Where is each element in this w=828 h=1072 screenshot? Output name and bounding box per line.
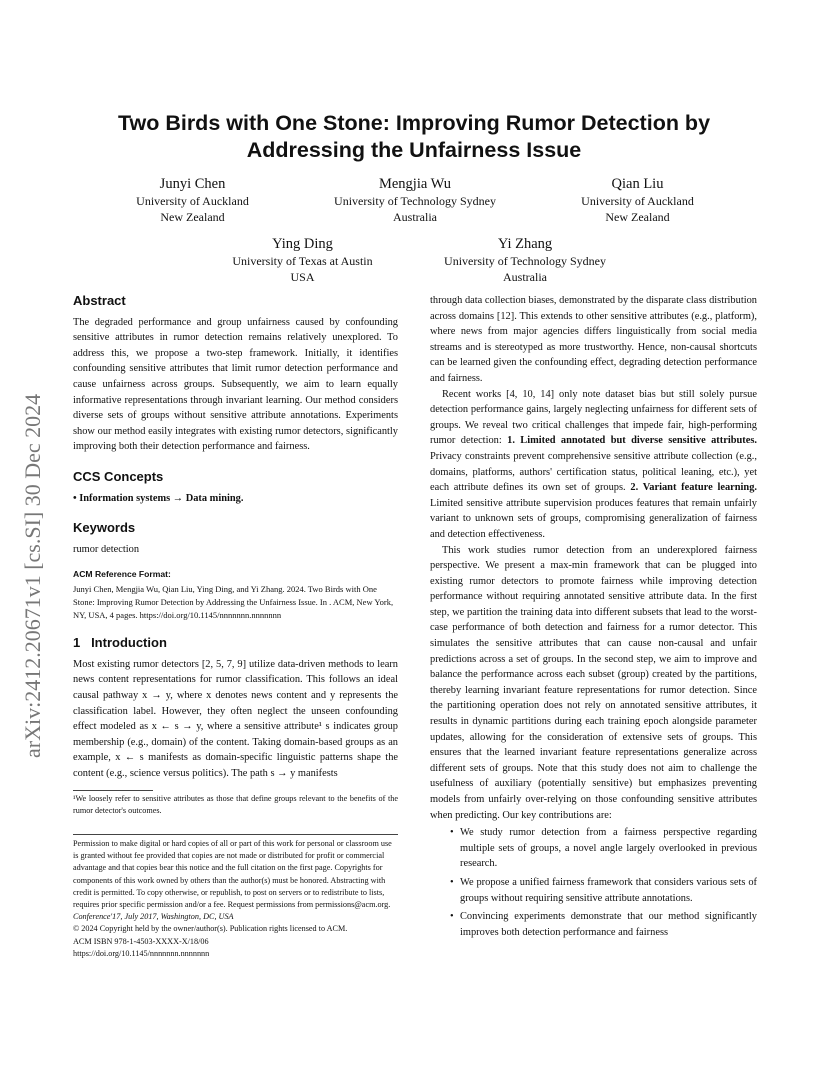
- ccs-text: • Information systems → Data mining.: [73, 492, 244, 504]
- author-2: [310, 175, 520, 225]
- p2-bold-challenge-1: 1. Limited annotated but diverse sensitive attributes.: [507, 435, 757, 447]
- ccs-heading: CCS Concepts: [73, 468, 164, 484]
- author-4: [210, 235, 395, 285]
- copyright-line: © 2024 Copyright held by the owner/author(s). Publication rights licensed to ACM.: [73, 924, 348, 934]
- conference-line: Conference'17, July 2017, Washington, DC, USA: [73, 912, 234, 922]
- author-1: [110, 175, 275, 225]
- permission-text: Permission to make digital or hard copies of all or part of this work for personal or classroom use is granted without fee provided that copies are not made or distributed for profit or commercial advantage and that copies bear this notice and the full citation on the first page. Copyrights for components of this work owned by others than the author(s) must be honored. Abstracting with credit is permitted. To copy otherwise, or republish, to post on servers or to redistribute to lists, requires prior specific permission and/or a fee. Request permissions from permissions@acm.org.: [73, 839, 392, 910]
- list-item: • We study rumor detection from a fairness perspective regarding multiple sets of groups, a novel angle largely overlooked in previous research.: [430, 825, 757, 872]
- list-item: • We propose a unified fairness framework that considers various sets of groups without requiring sensitive attribute annotations.: [430, 875, 757, 906]
- keywords-heading: Keywords: [73, 520, 136, 536]
- author-5: [420, 235, 630, 285]
- introduction-heading: 1 Introduction: [73, 635, 167, 651]
- author-affiliation: University of Auckland: [581, 194, 694, 208]
- p2-text-c: Privacy constraints prevent comprehensive sensitive attribute collection (e.g., domains, platforms, authors' certification status, political leaning, etc.), yet each attribute defines its own set of groups.: [430, 450, 757, 494]
- paper-title: Two Birds with One Stone: Improving Rumor Detection by Addressing the Unfairness Issue: [117, 111, 711, 162]
- right-column: [430, 293, 757, 943]
- author-country: Australia: [393, 210, 437, 224]
- author-name: Ying Ding: [272, 236, 333, 252]
- isbn-line: ACM ISBN 978-1-4503-XXXX-X/18/06: [73, 936, 209, 946]
- author-name: Junyi Chen: [159, 176, 226, 192]
- author-3: [555, 175, 720, 225]
- author-name: Yi Zhang: [497, 236, 553, 252]
- right-paragraph-2: [430, 387, 757, 543]
- p2-bold-challenge-2: 2. Variant feature learning.: [630, 482, 757, 494]
- left-column: [73, 293, 398, 817]
- author-affiliation: University of Auckland: [136, 194, 249, 208]
- arxiv-stamp: arXiv:2412.20671v1 [cs.SI] 30 Dec 2024: [20, 393, 45, 758]
- author-country: USA: [290, 270, 315, 284]
- right-paragraph-1: through data collection biases, demonstrated by the disparate class distribution across domains [12]. This extends to other sensitive attributes (e.g., platform), where news from major agencies differs linguistically from social media streams and is stereotyped as more trustworthy. Hence, non-causal shortcuts can be learned given the confounding effect, degrading detection performance and fairness.: [430, 295, 757, 384]
- introduction-text: Most existing rumor detectors [2, 5, 7, 9] utilize data-driven methods to learn news content representations for rumor classification. This follows an ideal causal pathway x → y, where x denotes news content and y represents the classification label. However, they often neglect the unseen confounding effect modeled as x ← s → y, where a sensitive attribute¹ s indicates group membership (e.g., domain) of the content. Taking domain-based groups as an example, x ← s manifests as domain-specific linguistic patterns shape the content (e.g., science versus politics). The path s → y manifests: [73, 658, 398, 780]
- abstract-heading: Abstract: [73, 293, 126, 308]
- keywords-text: rumor detection: [73, 543, 140, 555]
- permission-block: [73, 834, 398, 960]
- acm-reference-text: Junyi Chen, Mengjia Wu, Qian Liu, Ying Ding, and Yi Zhang. 2024. Two Birds with One Stone: Improving Rumor Detection by Addressing the Unfairness Issue. In . ACM, New York, NY, USA, 4 pages. https://doi.org/10.1145/nnnnnnn.nnnnnnn: [73, 583, 394, 620]
- doi-line: https://doi.org/10.1145/nnnnnnn.nnnnnnn: [73, 948, 210, 958]
- list-item: • Convincing experiments demonstrate that our method significantly improves both detection performance and fairness: [430, 909, 757, 940]
- author-affiliation: University of Technology Sydney: [334, 194, 496, 208]
- p2-text-e: Limited sensitive attribute supervision produces features that remain unfairly variant to unknown sets of groups, compromising generalization of fairness and detection effectiveness.: [430, 497, 757, 540]
- author-country: Australia: [503, 270, 547, 284]
- author-affiliation: University of Technology Sydney: [444, 254, 606, 268]
- abstract-text: The degraded performance and group unfairness caused by confounding sensitive attributes in rumor detection remains relatively unexplored. To address this, we propose a two-step framework. Initially, it identifies confounding sensitive attributes that limit rumor detection performance and cause unfairness across groups. Subsequently, we aim to learn equally informative representations through invariant learning. Our method considers diverse sets of groups without sensitive attribute annotations. Experiments show our method easily integrates with existing rumor detectors, significantly improving both their detection performance and fairness.: [73, 316, 398, 453]
- acm-reference-heading: ACM Reference Format:: [73, 569, 171, 580]
- author-affiliation: University of Texas at Austin: [232, 254, 373, 268]
- author-country: New Zealand: [605, 210, 670, 224]
- contributions-list: [430, 825, 757, 940]
- footnote-text: ¹We loosely refer to sensitive attributes as those that define groups relevant to the benefits of the rumor detector's outcomes.: [73, 793, 398, 815]
- author-name: Qian Liu: [611, 176, 664, 192]
- p2-text-a: Recent works [4, 10, 14] only note dataset bias but still solely pursue detection performance gains, largely neglecting unfairness for different sets of groups. We reveal two critical challenges that impede fair, high-performing rumor detection:: [430, 388, 757, 447]
- author-country: New Zealand: [160, 210, 225, 224]
- author-name: Mengjia Wu: [378, 176, 452, 192]
- right-paragraph-3: This work studies rumor detection from an underexplored fairness perspective. We present a max-min framework that can be plugged into existing rumor detectors to promote fairness while improving detection performance without requiring annotated sensitive attribute data. In the first step, we partition the training data into different subsets that lead to the worst-case performance of both detection and fairness for a rumor detector. This simulates the sensitive attributes that can cause non-causal and unfair predictions across a set of groups. In the second step, we aim to improve and balance the performance across each subset (group) created by the partitions, thereby learning invariant feature representations for rumor detection. Since the partitioning operation does not rely on annotated sensitive attributes, it results in dynamic partitions during each training epoch alongside parameter updates, allowing for the consideration of extensive sets of groups. This ensures that the learned invariant feature representations generalize across different sets of groups. Note that this study does not aim to challenge the usefulness of auxiliary (potentially sensitive) but emphasizes preventing models from unfairly over-relying on those confounding sensitive attributes when predicting. Our key contributions are:: [430, 544, 757, 821]
